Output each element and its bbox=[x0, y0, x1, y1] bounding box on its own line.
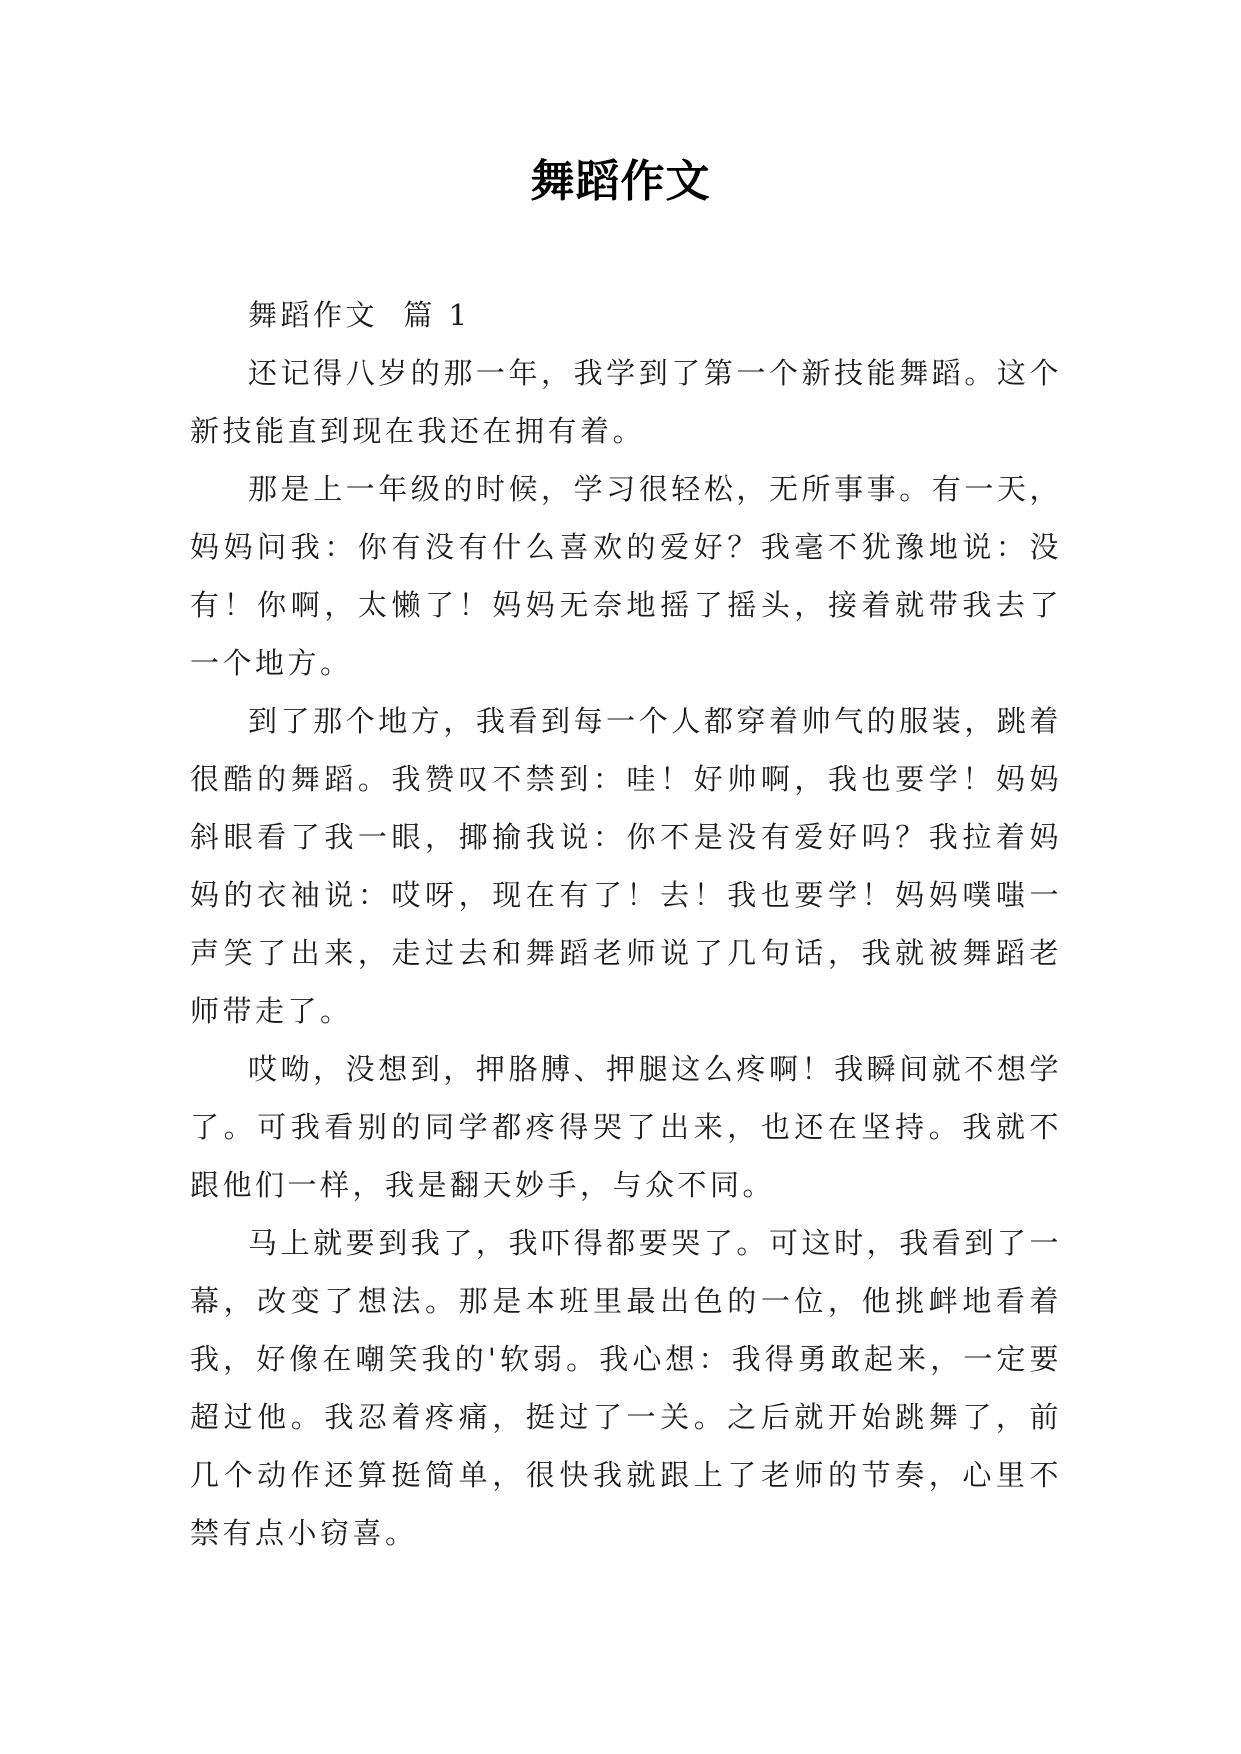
document-title: 舞蹈作文 bbox=[530, 156, 711, 207]
paragraph: 哎呦，没想到，押胳膊、押腿这么疼啊！我瞬间就不想学了。可我看别的同学都疼得哭了出来，也还在坚持。我就不跟他们一样，我是翻天妙手，与众不同。 bbox=[190, 1052, 1062, 1202]
document-body bbox=[190, 286, 1062, 1562]
paragraph: 马上就要到我了，我吓得都要哭了。可这时，我看到了一幕，改变了想法。那是本班里最出色的一位，他挑衅地看着我，好像在嘲笑我的'软弱。我心想：我得勇敢起来，一定要超过他。我忍着疼痛，挺过了一关。之后就开始跳舞了，前几个动作还算挺简单，很快我就跟上了老师的节奏，心里不禁有点小窃喜。 bbox=[190, 1226, 1062, 1550]
paragraph: 还记得八岁的那一年，我学到了第一个新技能舞蹈。这个新技能直到现在我还在拥有着。 bbox=[190, 356, 1062, 448]
paragraph: 那是上一年级的时候，学习很轻松，无所事事。有一天，妈妈问我：你有没有什么喜欢的爱好？我毫不犹豫地说：没有！你啊，太懒了！妈妈无奈地摇了摇头，接着就带我去了一个地方。 bbox=[190, 472, 1062, 680]
paragraph: 到了那个地方，我看到每一个人都穿着帅气的服装，跳着很酷的舞蹈。我赞叹不禁到：哇！好帅啊，我也要学！妈妈斜眼看了我一眼，揶揄我说：你不是没有爱好吗？我拉着妈妈的衣袖说：哎呀，现在有了！去！我也要学！妈妈噗嗤一声笑了出来，走过去和舞蹈老师说了几句话，我就被舞蹈老师带走了。 bbox=[190, 704, 1062, 1028]
section-heading: 舞蹈作文 篇 1 bbox=[248, 298, 471, 332]
